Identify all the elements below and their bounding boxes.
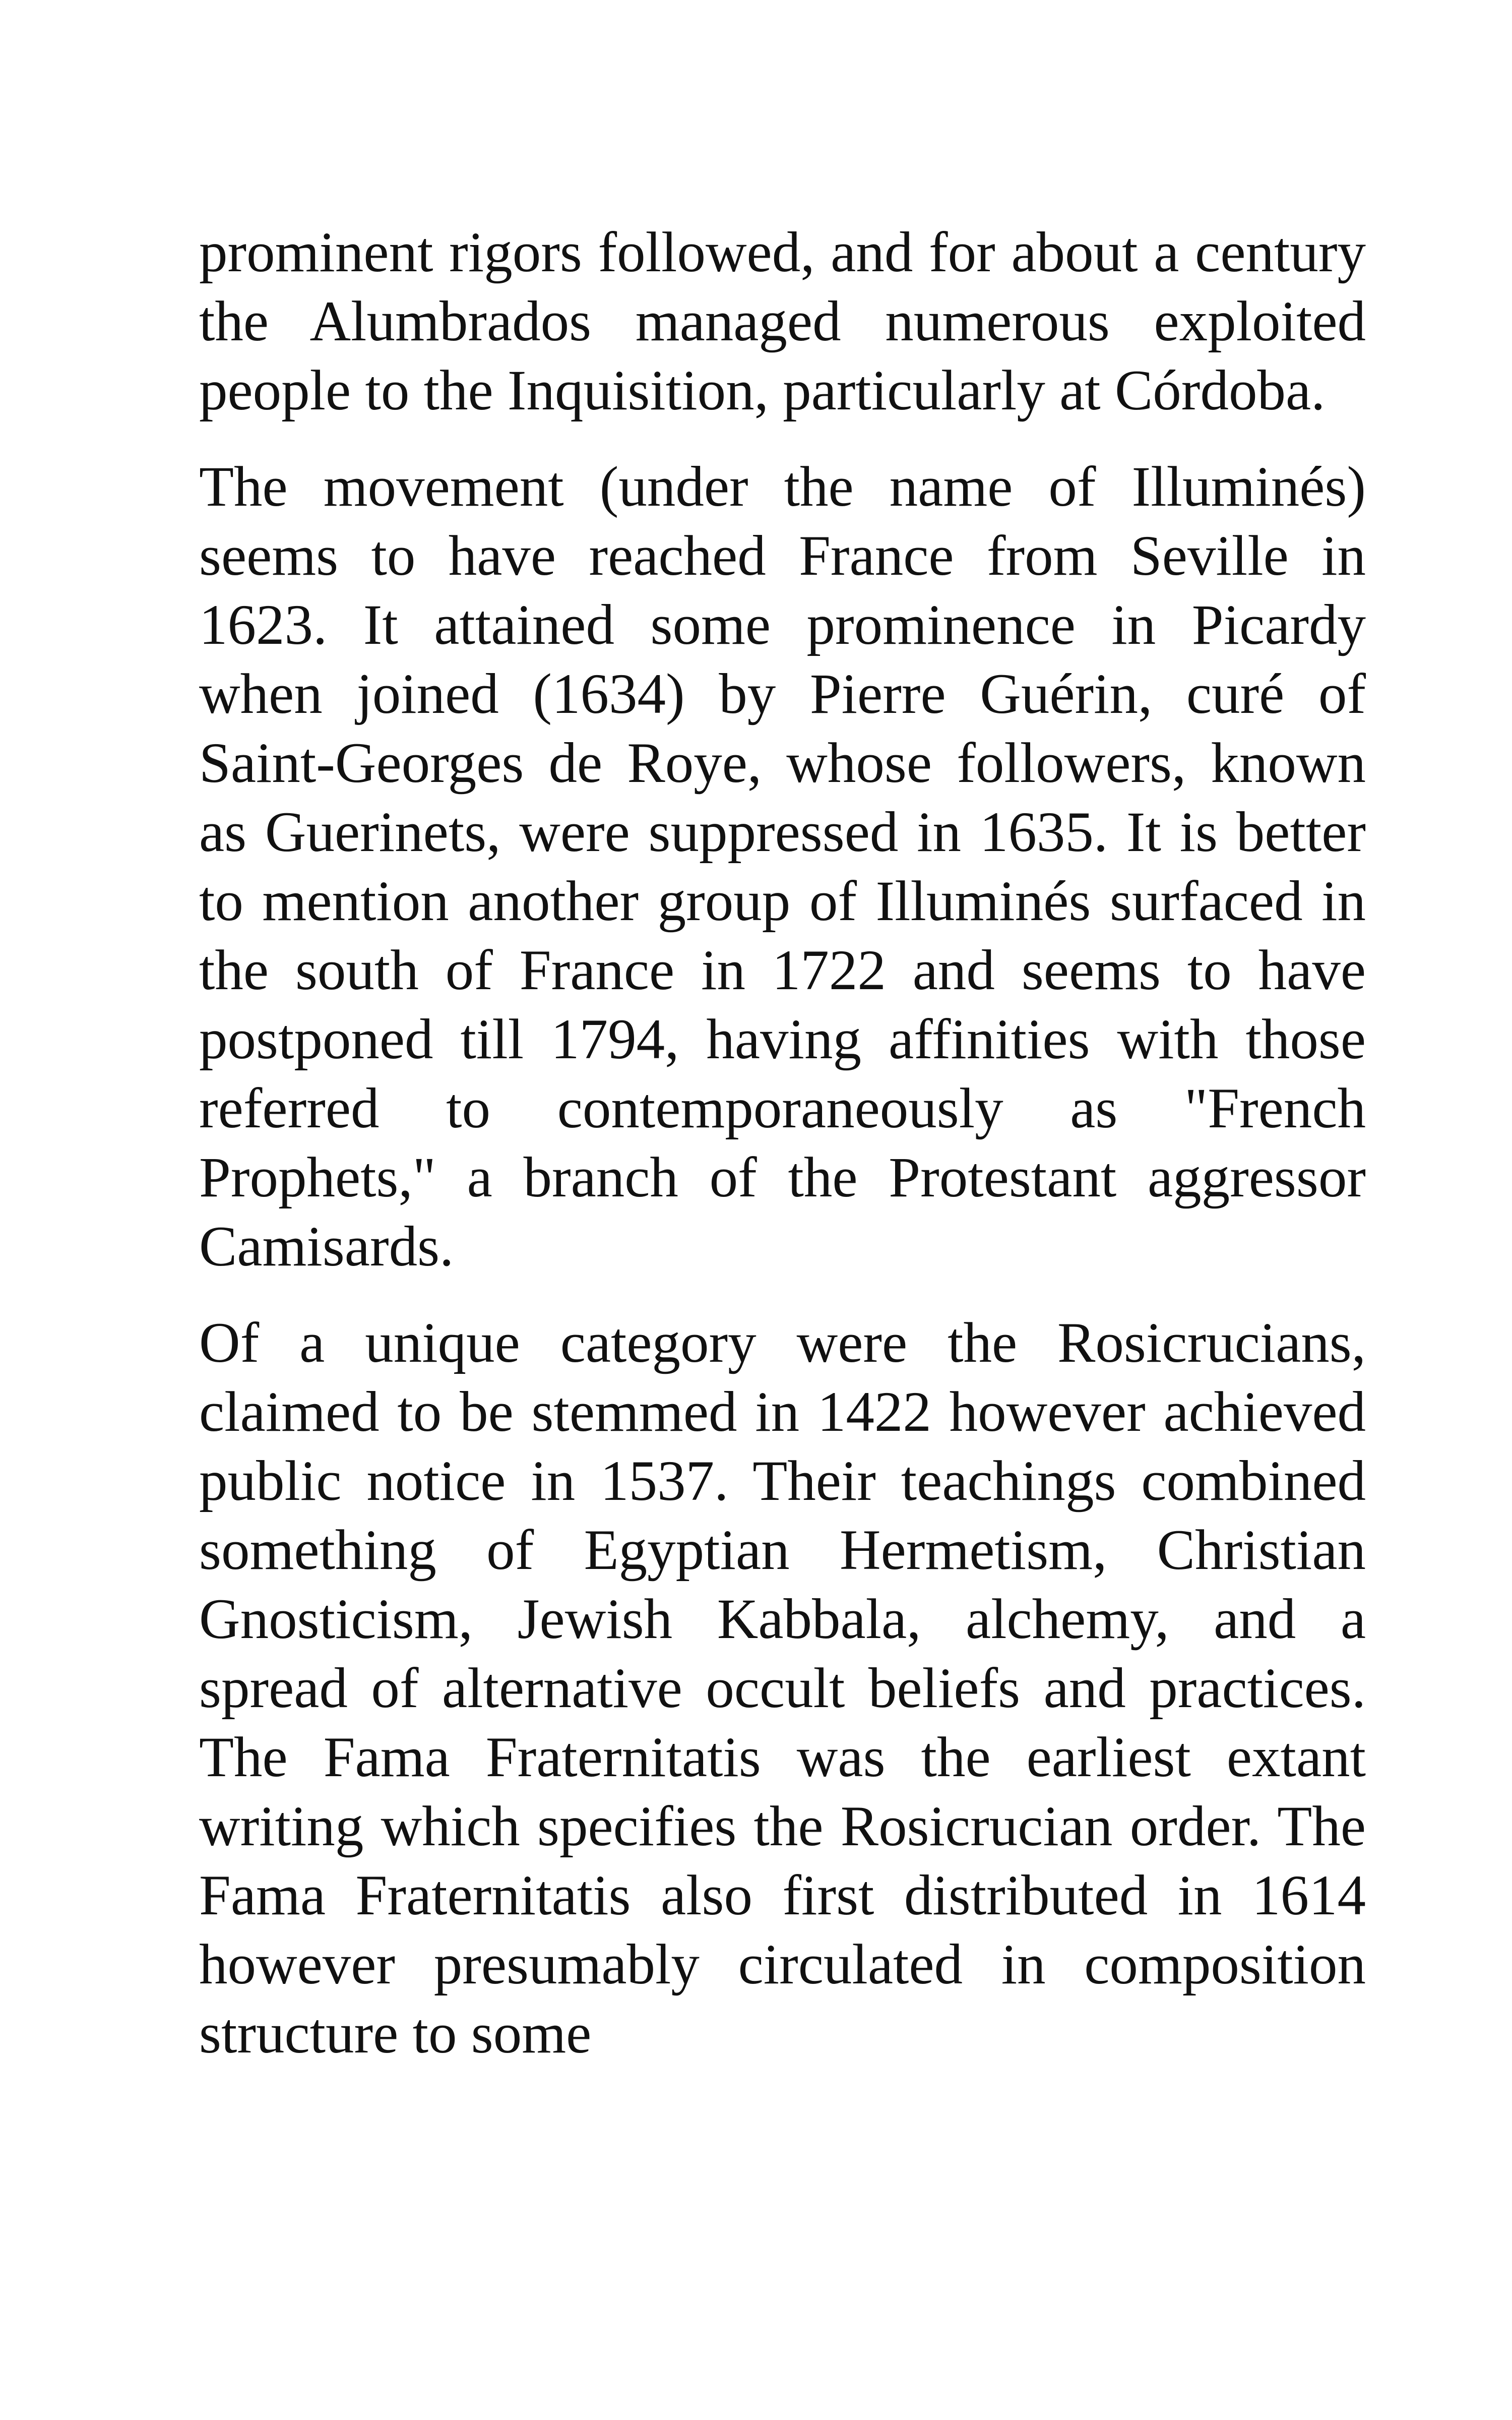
body-text [199, 218, 1366, 2095]
paragraph-rosicrucians: Of a unique category were the Rosicrucians, claimed to be stemmed in 1422 however achieved public notice in 1537. Their teachings combined something of Egyptian Hermetism, Christian Gnosticism, Jewish Kabbala, alchemy, and a spread of alternative occult beliefs and practices. The Fama Fraternitatis was the earliest extant writing which specifies the Rosicrucian order. The Fama Fraternitatis also first distributed in 1614 however presumably circulated in composition structure to some [199, 1311, 1366, 2065]
paragraph-illumines: The movement (under the name of Illuminés) seems to have reached France from Seville in 1623. It attained some prominence in Picardy when joined (1634) by Pierre Guérin, curé of Saint-Georges de Roye, whose followers, known as Guerinets, were suppressed in 1635. It is better to mention another group of Illuminés surfaced in the south of France in 1722 and seems to have postponed till 1794, having affinities with those referred to contemporaneously as "French Prophets," a branch of the Protestant aggressor Camisards. [199, 455, 1366, 1278]
paragraph-alumbrados: prominent rigors followed, and for about a century the Alumbrados managed numerous exploited people to the Inquisition, particularly at Córdoba. [199, 221, 1366, 422]
